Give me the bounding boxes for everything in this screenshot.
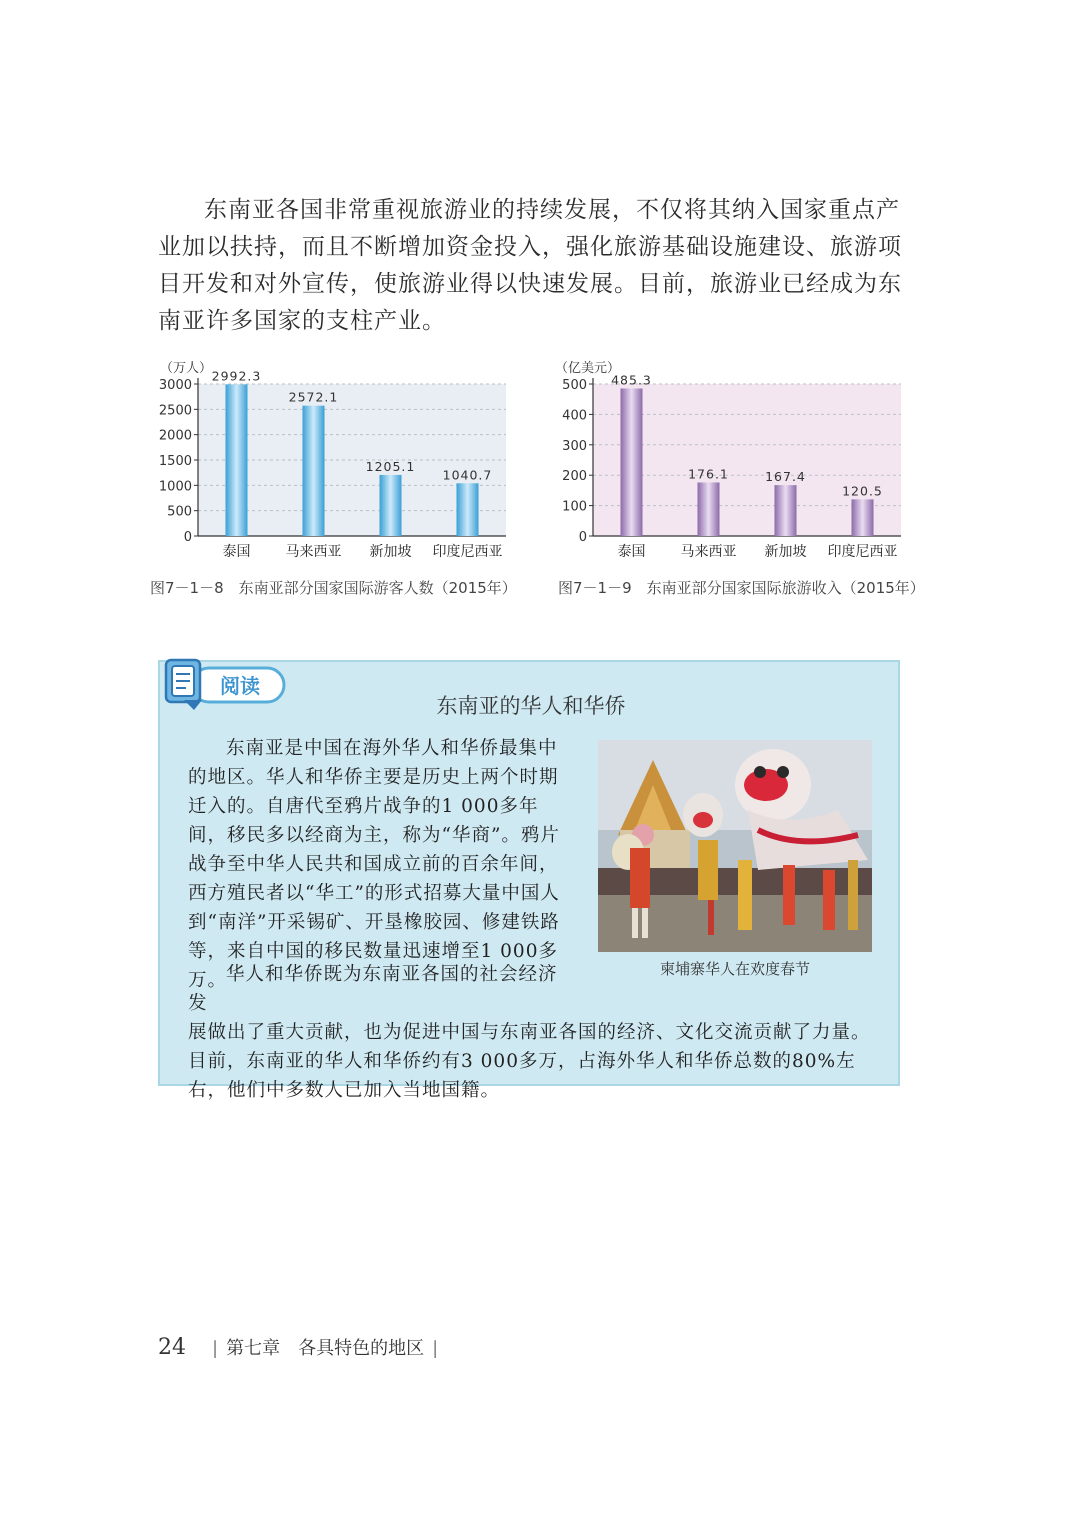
chapter-title: 第七章 各具特色的地区 xyxy=(226,1338,425,1359)
reading-box xyxy=(158,660,900,1101)
reading-paragraph-2-rest: 展做出了重大贡献，也为促进中国与东南亚各国的经济、文化交流贡献了力量。目前，东南亚的华人和华侨约有3 000多万，占海外华人和华侨总数的80%左右，他们中多数人已加入当地国籍。 xyxy=(188,1022,871,1101)
y-tick-label: 500 xyxy=(562,378,587,393)
y-tick-label: 100 xyxy=(562,499,587,515)
tourist-arrivals-svg xyxy=(150,362,520,567)
footer-separator-left: | xyxy=(212,1338,219,1359)
bar-value-label: 120.5 xyxy=(842,483,883,499)
bar-value-label: 485.3 xyxy=(611,372,652,388)
x-category-label: 印度尼西亚 xyxy=(432,544,503,560)
bar xyxy=(303,406,325,536)
page-number: 24 xyxy=(158,1335,186,1360)
y-tick-label: 400 xyxy=(562,408,587,424)
page-footer xyxy=(158,1334,446,1360)
bar-value-label: 176.1 xyxy=(688,466,729,482)
y-tick-label: 2000 xyxy=(158,428,192,444)
lion-dance-illustration xyxy=(598,740,872,952)
y-tick-label: 3000 xyxy=(158,378,192,393)
y-tick-label: 1500 xyxy=(158,454,192,469)
bar xyxy=(775,485,797,536)
reading-paragraph-2 xyxy=(188,960,882,1105)
bar xyxy=(852,499,874,536)
lion-dance-photo xyxy=(598,740,872,952)
y-tick-label: 0 xyxy=(183,530,192,545)
y-tick-label: 300 xyxy=(562,438,587,454)
x-category-label: 马来西亚 xyxy=(285,544,342,560)
y-tick-label: 2500 xyxy=(158,403,192,419)
intro-paragraph: 东南亚各国非常重视旅游业的持续发展，不仅将其纳入国家重点产业加以扶持，而且不断增加资金投入，强化旅游基础设施建设、旅游项目开发和对外宣传，使旅游业得以快速发展。目前，旅游业已经成为东南亚许多国家的支柱产业。 xyxy=(158,197,902,334)
x-category-label: 泰国 xyxy=(617,544,646,560)
bar-value-label: 167.4 xyxy=(765,469,806,485)
chart-caption-revenue: 图7－1－9 东南亚部分国家国际旅游收入（2015年） xyxy=(558,579,925,597)
book-icon xyxy=(166,660,202,710)
tourism-revenue-svg xyxy=(545,362,915,567)
bar xyxy=(380,475,402,536)
x-category-label: 印度尼西亚 xyxy=(827,544,898,560)
y-tick-label: 500 xyxy=(167,504,192,520)
bar-value-label: 1205.1 xyxy=(365,458,416,474)
bar xyxy=(698,482,720,536)
chart-caption-tourists: 图7－1－8 东南亚部分国家国际游客人数（2015年） xyxy=(150,579,517,597)
x-category-label: 泰国 xyxy=(222,544,251,560)
reading-paragraph-1: 东南亚是中国在海外华人和华侨最集中的地区。华人和华侨主要是历史上两个时期迁入的。自唐代至鸦片战争的1 000多年间，移民多以经商为主，称为“华商”。鸦片战争至中华人民共和国成立前的百余年间，西方殖民者以“华工”的形式招募大量中国人到“南洋”开采锡矿、开垦橡胶园、修建铁路等，来自中国的移民数量迅速增至1 000多万。 xyxy=(188,738,560,991)
y-axis-label: （万人） xyxy=(160,361,213,376)
bar xyxy=(226,384,248,536)
x-category-label: 马来西亚 xyxy=(680,544,737,560)
bar xyxy=(457,483,479,536)
bar-value-label: 1040.7 xyxy=(442,467,493,483)
bar-value-label: 2992.3 xyxy=(211,368,262,384)
tourist-arrivals-chart xyxy=(150,362,520,567)
x-category-label: 新加坡 xyxy=(369,544,412,560)
reading-tab-label: 阅读 xyxy=(220,674,260,698)
bar-value-label: 2572.1 xyxy=(288,389,339,405)
bar xyxy=(621,388,643,536)
tourism-revenue-chart xyxy=(545,362,915,567)
y-tick-label: 200 xyxy=(562,469,587,485)
footer-separator-right: | xyxy=(432,1338,439,1359)
y-tick-label: 0 xyxy=(578,530,587,545)
y-axis-label: （亿美元） xyxy=(555,361,621,376)
reading-title: 东南亚的华人和华侨 xyxy=(436,694,626,718)
x-category-label: 新加坡 xyxy=(764,544,807,560)
reading-paragraph-2-first-line: 华人和华侨既为东南亚各国的社会经济发 xyxy=(188,964,558,1014)
photo-caption: 柬埔寨华人在欢度春节 xyxy=(659,960,810,978)
reading-tab xyxy=(158,654,288,712)
reading-tab-graphic xyxy=(158,654,288,712)
y-tick-label: 1000 xyxy=(158,479,192,495)
